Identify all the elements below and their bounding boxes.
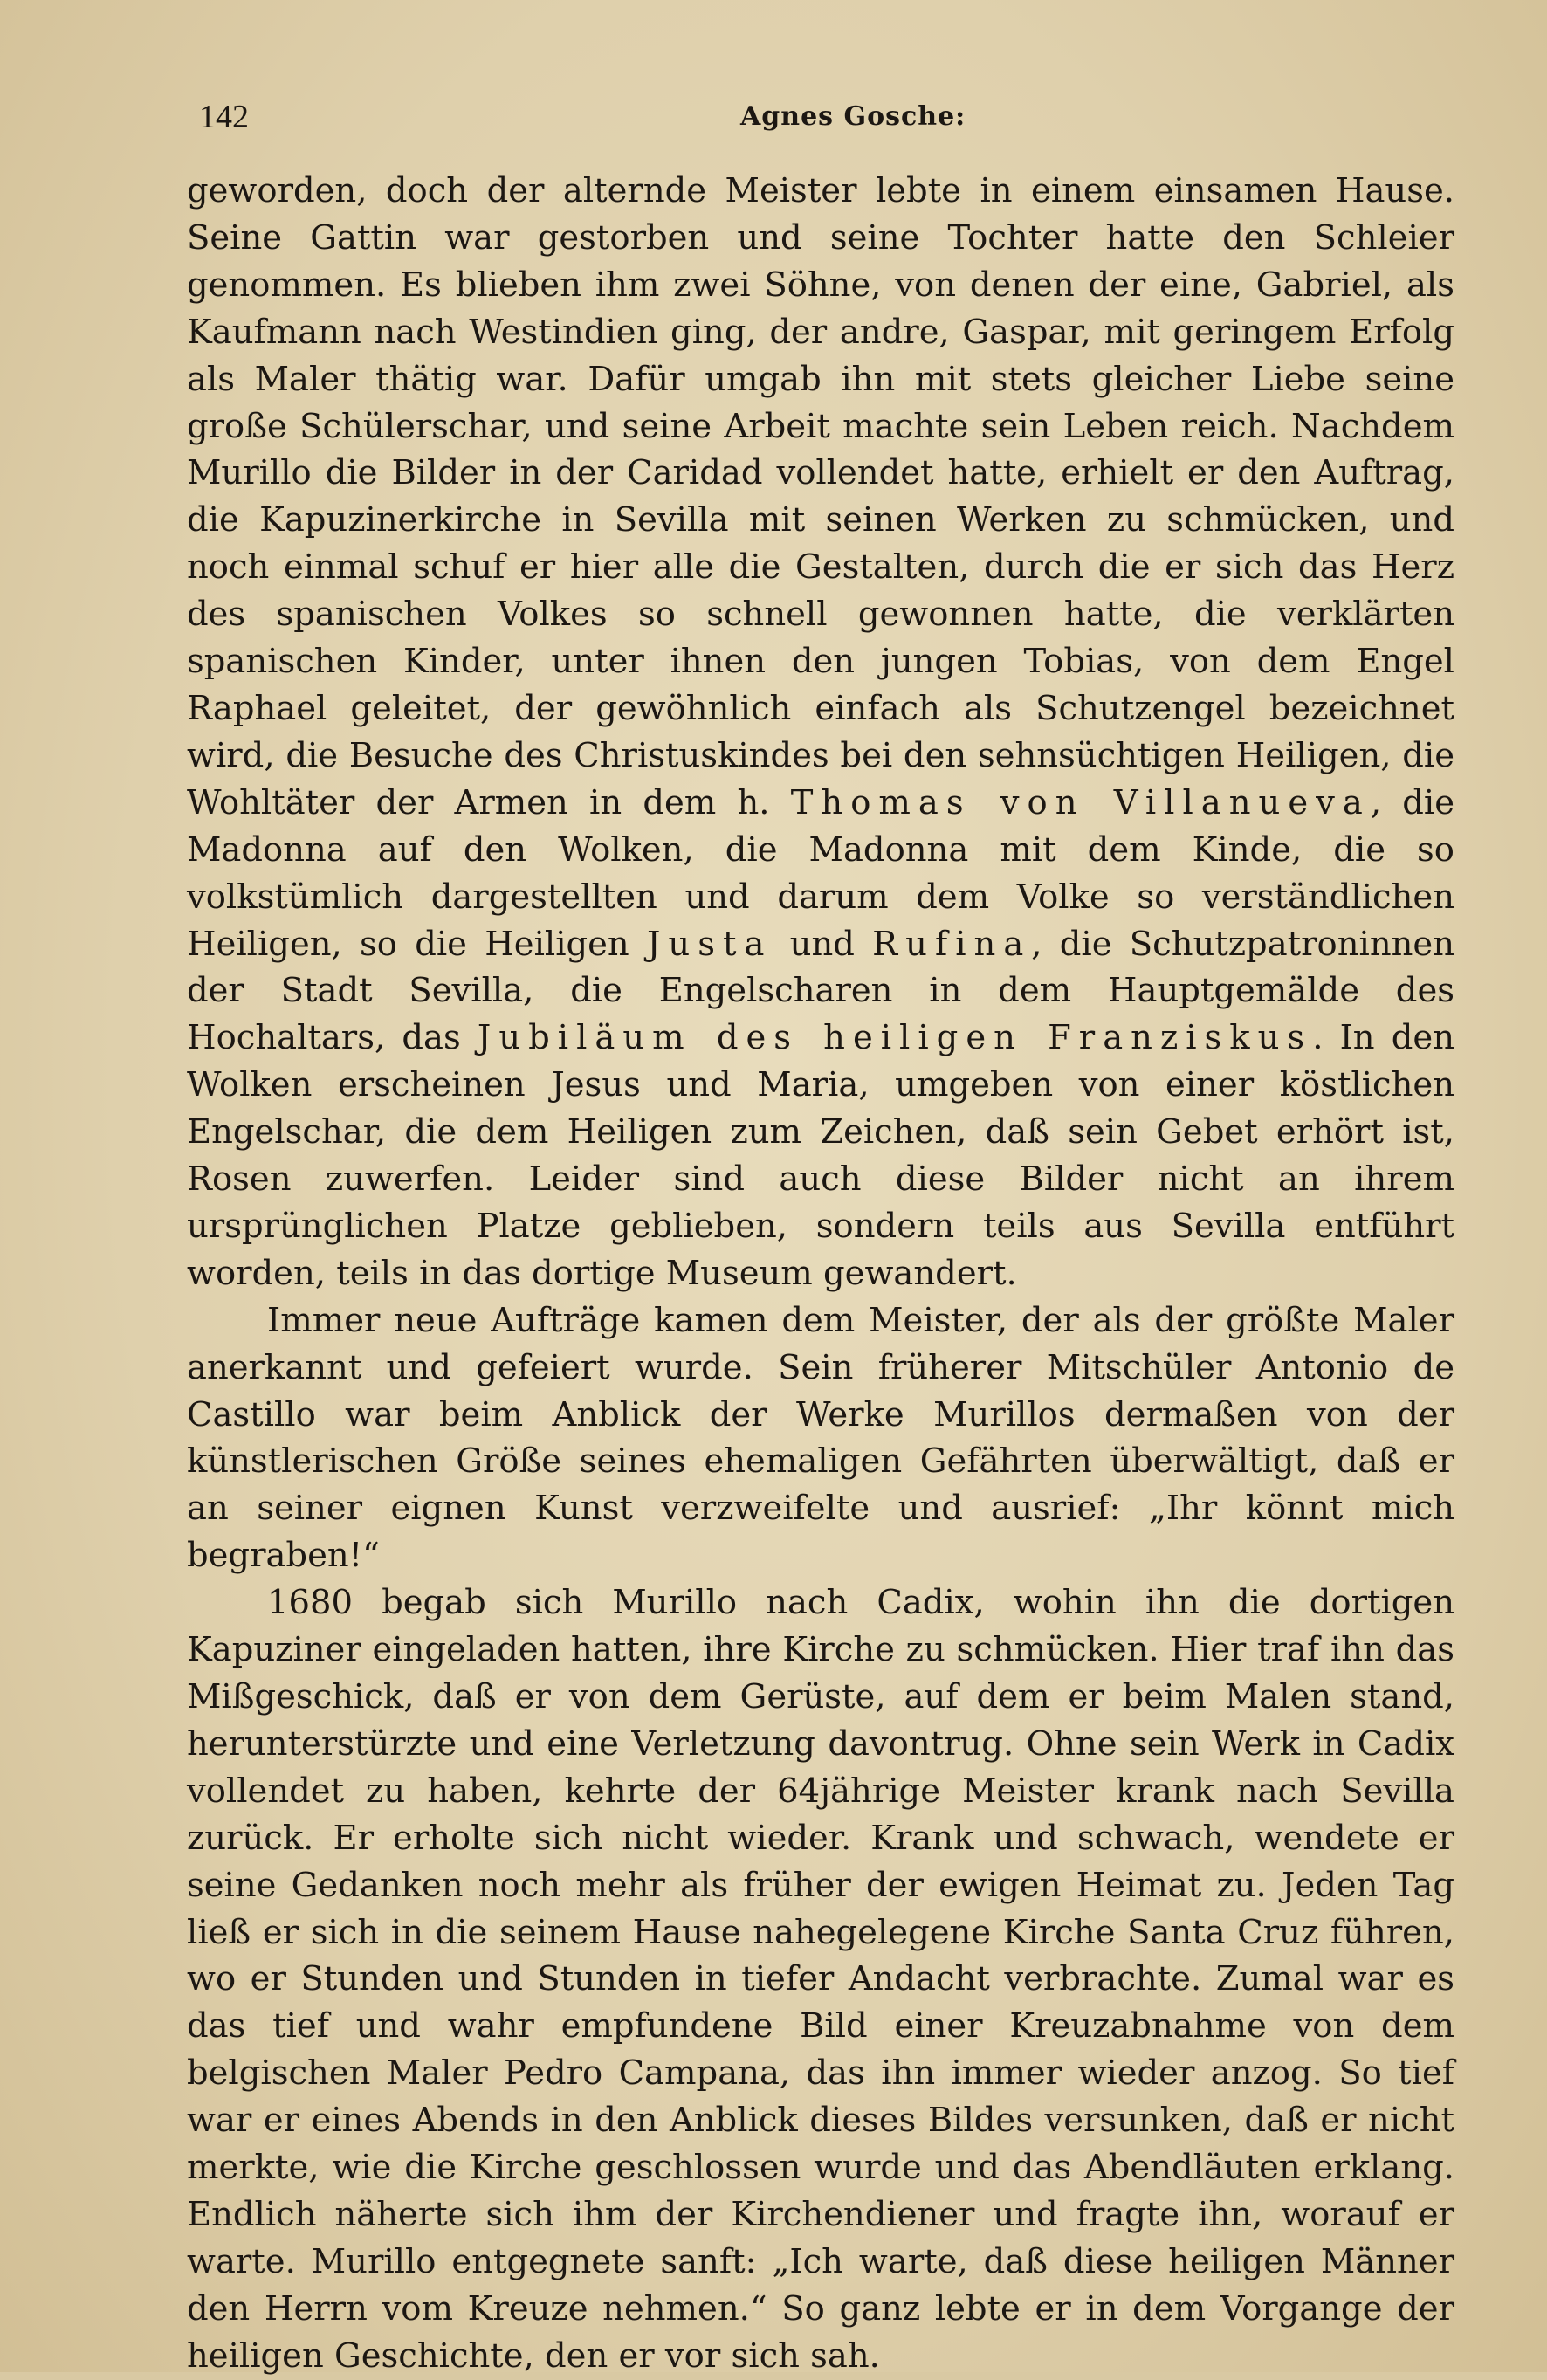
spaced-name-thomas: Thomas von Villanueva (790, 782, 1371, 822)
text-segment: , die Madonna auf den Wolken, die Madonna mit dem Kinde, die so volkstümlich dargestellten und darum dem Volke so verständlichen Heiligen, so die Heiligen (187, 782, 1455, 964)
page-header (199, 98, 1456, 150)
running-head: Agnes Gosche: (740, 101, 966, 132)
text-segment: und (772, 924, 873, 964)
text-segment: 1680 begab sich Murillo nach Cadix, wohin ihn die dortigen Kapuziner eingeladen hatten, ihre Kirche zu schmücken. Hier traf ihn das Mißgeschick, daß er von dem Gerüste, auf dem er beim Malen stand, herunterstürzte und eine Verletzung davontrug. Ohne sein Werk in Cadix vollendet zu haben, kehrte der 64jährige Meister krank nach Sevilla zurück. Er erholte sich nicht wieder. Krank und schwach, wendete er seine Gedanken noch mehr als früher der ewigen Heimat zu. Jeden Tag ließ er sich in die seinem Hause nahegelegene Kirche Santa Cruz führen, wo er Stunden und Stunden in tiefer Andacht verbrachte. Zumal war es das tief und wahr empfundene Bild einer Kreuzabnahme von dem belgischen Maler Pedro Campana, das ihn immer wieder anzog. So tief war er eines Abends in den Anblick dieses Bildes versunken, daß er nicht merkte, wie die Kirche geschlossen wurde und das Abendläuten erklang. Endlich näherte sich ihm der Kirchendiener und fragte ihn, worauf er warte. Murillo entgegnete sanft: „Ich warte, daß diese heiligen Männer den Herrn vom Kreuze nehmen.“ So ganz lebte er in dem Vorgange der heiligen Geschichte, den er vor sich sah. (187, 1583, 1454, 2376)
paragraph-3 (187, 1579, 1454, 2379)
paragraph-1 (187, 168, 1454, 1297)
text-segment: , die Schutzpatroninnen der Stadt Sevilla, die Engelscharen in dem Hauptgemälde des Hochaltars, das (187, 924, 1454, 1058)
spaced-name-rufina: Rufina (872, 924, 1032, 964)
text-segment: Immer neue Aufträge kamen dem Meister, der als der größte Maler anerkannt und gefeiert wurde. Sein früherer Mitschüler Antonio de Castillo war beim Anblick der Werke Murillos dermaßen von der künstlerischen Größe seines ehemaligen Gefährten überwältigt, daß er an seiner eignen Kunst verzweifelte und ausrief: „Ihr könnt mich begraben!“ (187, 1300, 1454, 1576)
page-number: 142 (199, 99, 249, 135)
text-segment: . In den Wolken erscheinen Jesus und Maria, umgeben von einer köstlichen Engelschar, die dem Heiligen zum Zeichen, daß sein Gebet erhört ist, Rosen zuwerfen. Leider sind auch diese Bilder nicht an ihrem ursprünglichen Platze geblieben, sondern teils aus Sevilla entführt worden, teils in das dortige Museum gewandert. (187, 1018, 1454, 1293)
spaced-title-jubilaeum: Jubiläum des heiligen Franziskus (477, 1018, 1313, 1058)
paragraph-2 (187, 1297, 1454, 1579)
spaced-name-justa: Justa (647, 924, 773, 964)
text-segment: geworden, doch der alternde Meister lebte in einem einsamen Hause. Seine Gattin war gestorben und seine Tochter hatte den Schleier genommen. Es blieben ihm zwei Söhne, von denen der eine, Gabriel, als Kaufmann nach Westindien ging, der andre, Gaspar, mit geringem Erfolg als Maler thätig war. Dafür umgab ihn mit stets gleicher Liebe seine große Schülerschar, und seine Arbeit machte sein Leben reich. Nachdem Murillo die Bilder in der Caridad vollendet hatte, erhielt er den Auftrag, die Kapuzinerkirche in Sevilla mit seinen Werken zu schmücken, und noch einmal schuf er hier alle die Gestalten, durch die er sich das Herz des spanischen Volkes so schnell gewonnen hatte, die verklärten spanischen Kinder, unter ihnen den jungen Tobias, von dem Engel Raphael geleitet, der gewöhnlich einfach als Schutzengel bezeichnet wird, die Besuche des Christuskindes bei den sehnsüchtigen Heiligen, die Wohltäter der Armen in dem h. (187, 171, 1454, 822)
body-text (187, 168, 1454, 2380)
